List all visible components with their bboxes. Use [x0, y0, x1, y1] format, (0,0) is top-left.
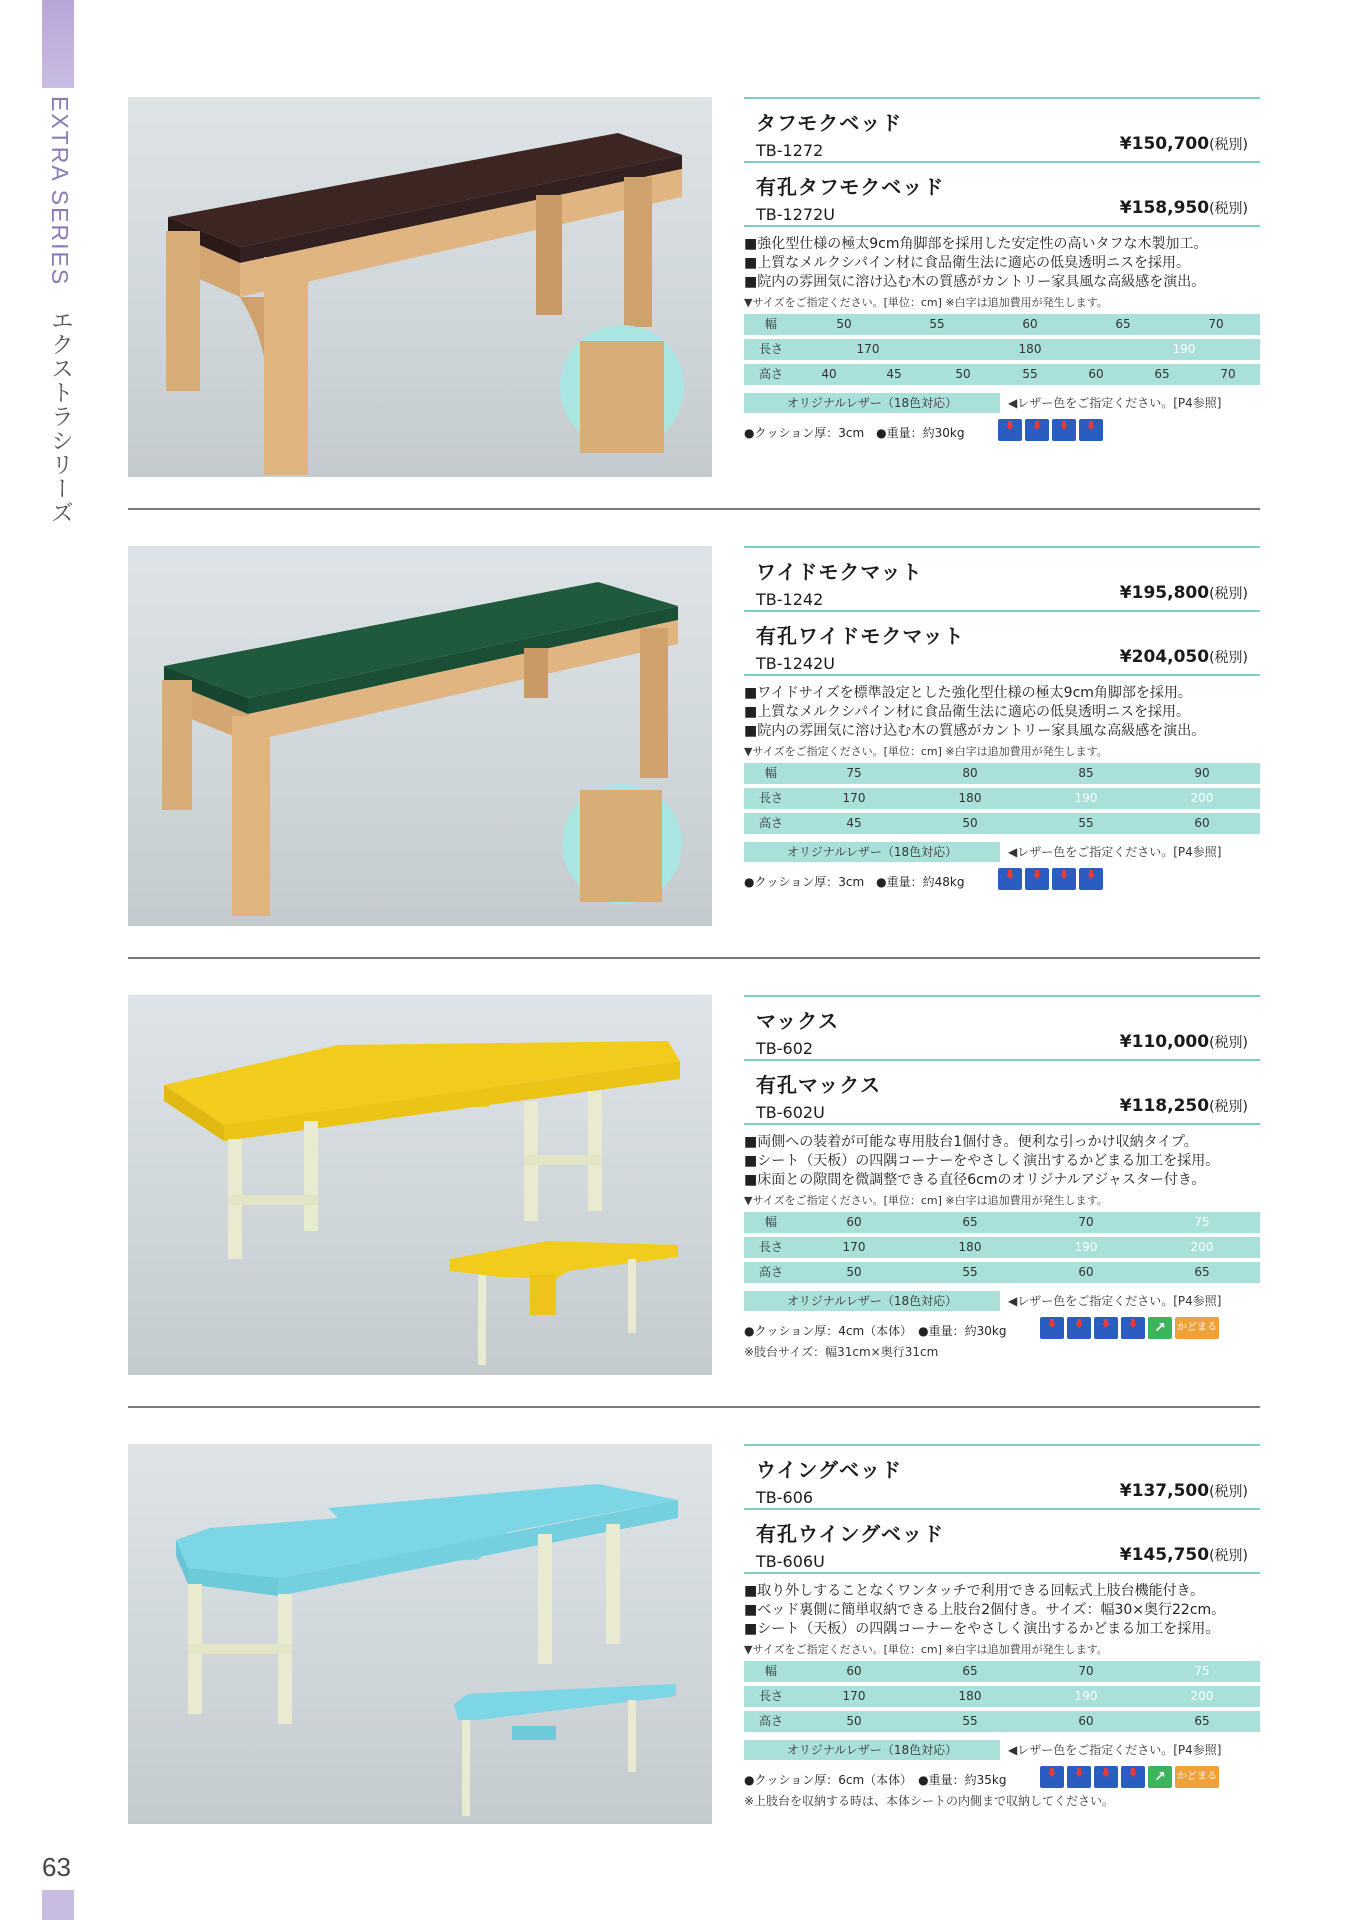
- section-divider: [128, 957, 1260, 959]
- leather-row: [744, 1291, 1260, 1311]
- size-value: 190: [1074, 1240, 1098, 1254]
- weight-resistance-icon: [1025, 868, 1049, 890]
- weight-resistance-icon: [998, 868, 1022, 890]
- size-value: 65: [1194, 1265, 1210, 1279]
- description-line: ■院内の雰囲気に溶け込む木の質感がカントリー家具風な高級感を演出。: [744, 723, 1206, 739]
- size-value: 85: [1078, 766, 1094, 780]
- product-name: 有孔タフモクベッド: [756, 175, 945, 199]
- product-name-row: [744, 997, 1260, 1059]
- size-value: 170: [842, 1240, 866, 1254]
- leather-badge: オリジナルレザー（18色対応）: [744, 1740, 1000, 1760]
- price-value: ¥195,800: [1119, 583, 1210, 603]
- description-line: ■シート（天板）の四隅コーナーをやさしく演出するかどまる加工を採用。: [744, 1621, 1220, 1637]
- size-label: 高さ: [758, 1265, 783, 1279]
- product-description: [744, 1125, 1260, 1190]
- weight-resistance-icon: [1052, 868, 1076, 890]
- product-code: TB-602U: [756, 1103, 825, 1122]
- size-row-width: [744, 1661, 1260, 1682]
- description-line: ■ベッド裏側に簡単収納できる上肢台2個付き。サイズ：幅30×奥行22cm。: [744, 1602, 1226, 1618]
- product-section-3: [128, 995, 1260, 1375]
- spec-row: [744, 419, 1260, 443]
- size-label: 高さ: [758, 367, 783, 381]
- size-value: 65: [1115, 317, 1131, 331]
- size-value: 50: [846, 1714, 862, 1728]
- size-row-width: [744, 1212, 1260, 1233]
- size-value: 80: [962, 766, 978, 780]
- product-code: TB-606U: [756, 1552, 825, 1571]
- size-value: 40: [821, 367, 837, 381]
- size-value: 60: [846, 1664, 862, 1678]
- description-line: ■上質なメルクシパイン材に食品衛生法に適応の低臭透明ニスを採用。: [744, 255, 1190, 271]
- series-label-en: EXTRA SERIES: [47, 96, 73, 287]
- product-price: [1120, 647, 1248, 667]
- price-value: ¥145,750: [1119, 1545, 1210, 1565]
- spec-text: ●クッション厚：4cm（本体） ●重量：約30kg: [744, 1324, 1007, 1338]
- sidebar-accent-bar-bottom: [42, 1890, 74, 1920]
- price-value: ¥150,700: [1119, 134, 1210, 154]
- price-value: ¥137,500: [1119, 1481, 1210, 1501]
- product-name: タフモクベッド: [756, 111, 903, 135]
- size-value: 180: [958, 791, 982, 805]
- product-code: TB-1242U: [756, 654, 835, 673]
- size-note: ▼サイズをご指定ください。[単位：cm] ※白字は追加費用が発生します。: [744, 1643, 1108, 1656]
- spec-text: ●クッション厚：3cm ●重量：約30kg: [744, 426, 965, 440]
- spec-row: [744, 868, 1260, 892]
- product-name-row: [744, 612, 1260, 674]
- product-name-row: [744, 1446, 1260, 1508]
- leather-badge: オリジナルレザー（18色対応）: [744, 393, 1000, 413]
- size-value: 190: [1074, 791, 1098, 805]
- size-value: 55: [962, 1265, 978, 1279]
- tax-label: (税別): [1209, 137, 1248, 153]
- weight-resistance-icon: [1052, 419, 1076, 441]
- size-label: 幅: [764, 317, 777, 331]
- size-label: 高さ: [758, 816, 783, 830]
- size-row-length: [744, 1686, 1260, 1707]
- size-row-length: [744, 1237, 1260, 1258]
- size-value: 170: [856, 342, 880, 356]
- price-value: ¥118,250: [1119, 1096, 1210, 1116]
- description-line: ■強化型仕様の極太9cm角脚部を採用した安定性の高いタフな木製加工。: [744, 236, 1208, 252]
- product-section-4: [128, 1444, 1260, 1824]
- product-price: [1120, 134, 1248, 154]
- weight-resistance-icon: [1094, 1766, 1118, 1788]
- sidebar-accent-bar: [42, 0, 74, 88]
- feature-icons: [1040, 1317, 1219, 1339]
- size-value: 50: [962, 816, 978, 830]
- weight-resistance-icon: [1025, 419, 1049, 441]
- size-value: 60: [1194, 816, 1210, 830]
- size-value: 45: [846, 816, 862, 830]
- size-value: 200: [1190, 1689, 1214, 1703]
- product-price: [1120, 1096, 1248, 1116]
- size-row-height: [744, 1711, 1260, 1732]
- page-number: 63: [42, 1852, 71, 1882]
- size-value: 180: [958, 1240, 982, 1254]
- weight-resistance-icon: [1040, 1766, 1064, 1788]
- leather-row: [744, 842, 1260, 862]
- spec-row: [744, 1317, 1260, 1341]
- product-code: TB-1272U: [756, 205, 835, 224]
- size-row-length: [744, 339, 1260, 360]
- size-row-height: [744, 1262, 1260, 1283]
- spec-row: [744, 1766, 1260, 1790]
- size-note: ▼サイズをご指定ください。[単位：cm] ※白字は追加費用が発生します。: [744, 745, 1108, 758]
- product-photo-wing: [128, 1444, 712, 1824]
- weight-resistance-icon: [1079, 419, 1103, 441]
- tax-label: (税別): [1209, 1035, 1248, 1051]
- size-value: 170: [842, 791, 866, 805]
- kadomaru-icon: かどまる: [1175, 1317, 1219, 1339]
- size-value: 60: [1088, 367, 1104, 381]
- size-value: 190: [1172, 342, 1196, 356]
- product-name: 有孔ウイングベッド: [756, 1522, 944, 1546]
- product-name-row: [744, 163, 1260, 225]
- product-name-row: [744, 99, 1260, 161]
- extra-note: ※肢台サイズ：幅31cm×奥行31cm: [744, 1345, 939, 1359]
- size-value: 55: [1078, 816, 1094, 830]
- product-info-3: [744, 995, 1260, 1360]
- weight-resistance-icon: [998, 419, 1022, 441]
- description-line: ■床面との隙間を微調整できる直径6cmのオリジナルアジャスター付き。: [744, 1172, 1206, 1188]
- leather-note: ◀レザー色をご指定ください。[P4参照]: [1008, 845, 1222, 859]
- product-name: 有孔ワイドモクマット: [756, 624, 965, 648]
- description-line: ■シート（天板）の四隅コーナーをやさしく演出するかどまる加工を採用。: [744, 1153, 1220, 1169]
- product-name: ワイドモクマット: [756, 560, 923, 584]
- leather-badge: オリジナルレザー（18色対応）: [744, 842, 1000, 862]
- weight-resistance-icon: [1121, 1766, 1145, 1788]
- product-section-2: [128, 546, 1260, 926]
- size-value: 65: [1194, 1714, 1210, 1728]
- size-value: 90: [1194, 766, 1210, 780]
- product-photo-wide-moku: [128, 546, 712, 926]
- size-value: 190: [1074, 1689, 1098, 1703]
- product-info-1: [744, 97, 1260, 443]
- size-value: 60: [846, 1215, 862, 1229]
- product-info-4: [744, 1444, 1260, 1809]
- spec-text: ●クッション厚：3cm ●重量：約48kg: [744, 875, 965, 889]
- leather-note: ◀レザー色をご指定ください。[P4参照]: [1008, 1743, 1222, 1757]
- size-value: 60: [1078, 1714, 1094, 1728]
- size-note: ▼サイズをご指定ください。[単位：cm] ※白字は追加費用が発生します。: [744, 296, 1108, 309]
- size-row-height: [744, 364, 1260, 385]
- size-value: 70: [1220, 367, 1236, 381]
- product-name-row: [744, 1061, 1260, 1123]
- size-value: 70: [1208, 317, 1224, 331]
- product-description: [744, 676, 1260, 741]
- product-price: [1120, 583, 1248, 603]
- size-value: 180: [1018, 342, 1042, 356]
- tax-label: (税別): [1209, 1484, 1248, 1500]
- size-value: 60: [1078, 1265, 1094, 1279]
- size-label: 幅: [764, 766, 777, 780]
- size-value: 60: [1022, 317, 1038, 331]
- size-value: 75: [1194, 1215, 1210, 1229]
- price-value: ¥204,050: [1119, 647, 1210, 667]
- tax-label: (税別): [1209, 201, 1248, 217]
- product-photo-tough-moku: [128, 97, 712, 477]
- tax-label: (税別): [1209, 1099, 1248, 1115]
- weight-resistance-icon: [1067, 1766, 1091, 1788]
- series-label: [44, 96, 77, 524]
- section-divider: [128, 508, 1260, 510]
- product-price: [1120, 1481, 1248, 1501]
- product-photo-max: [128, 995, 712, 1375]
- size-value: 55: [962, 1714, 978, 1728]
- section-divider: [128, 1406, 1260, 1408]
- size-value: 70: [1078, 1664, 1094, 1678]
- size-value: 45: [886, 367, 902, 381]
- product-price: [1120, 1545, 1248, 1565]
- size-label: 高さ: [758, 1714, 783, 1728]
- product-description: [744, 1574, 1260, 1639]
- size-value: 170: [842, 1689, 866, 1703]
- adjuster-icon: ↗: [1148, 1766, 1172, 1788]
- size-label: 長さ: [758, 1240, 783, 1254]
- product-name-row: [744, 1510, 1260, 1572]
- product-name-row: [744, 548, 1260, 610]
- weight-resistance-icon: [1067, 1317, 1091, 1339]
- size-label: 長さ: [758, 1689, 783, 1703]
- product-code: TB-1242: [756, 590, 824, 609]
- feature-icons: [998, 868, 1103, 890]
- adjuster-icon: ↗: [1148, 1317, 1172, 1339]
- leather-badge: オリジナルレザー（18色対応）: [744, 1291, 1000, 1311]
- size-label: 長さ: [758, 342, 783, 356]
- leather-note: ◀レザー色をご指定ください。[P4参照]: [1008, 396, 1222, 410]
- size-row-width: [744, 314, 1260, 335]
- extra-note: ※上肢台を収納する時は、本体シートの内側まで収納してください。: [744, 1794, 1115, 1808]
- product-section-1: [128, 97, 1260, 477]
- weight-resistance-icon: [1094, 1317, 1118, 1339]
- size-row-length: [744, 788, 1260, 809]
- product-price: [1120, 1032, 1248, 1052]
- kadomaru-icon: かどまる: [1175, 1766, 1219, 1788]
- price-value: ¥158,950: [1119, 198, 1210, 218]
- description-line: ■ワイドサイズを標準設定とした強化型仕様の極太9cm角脚部を採用。: [744, 685, 1192, 701]
- tax-label: (税別): [1209, 650, 1248, 666]
- series-label-jp: エクストラシリーズ: [47, 308, 73, 525]
- size-value: 50: [955, 367, 971, 381]
- size-row-width: [744, 763, 1260, 784]
- description-line: ■取り外しすることなくワンタッチで利用できる回転式上肢台機能付き。: [744, 1583, 1205, 1599]
- size-value: 65: [962, 1664, 978, 1678]
- feature-icons: [998, 419, 1103, 441]
- weight-resistance-icon: [1121, 1317, 1145, 1339]
- leather-note: ◀レザー色をご指定ください。[P4参照]: [1008, 1294, 1222, 1308]
- size-value: 200: [1190, 1240, 1214, 1254]
- size-value: 50: [846, 1265, 862, 1279]
- size-value: 50: [836, 317, 852, 331]
- product-info-2: [744, 546, 1260, 892]
- product-description: [744, 227, 1260, 292]
- size-row-height: [744, 813, 1260, 834]
- tax-label: (税別): [1209, 1548, 1248, 1564]
- weight-resistance-icon: [1079, 868, 1103, 890]
- size-value: 55: [1022, 367, 1038, 381]
- size-value: 65: [1154, 367, 1170, 381]
- size-label: 幅: [764, 1664, 777, 1678]
- size-label: 長さ: [758, 791, 783, 805]
- size-value: 65: [962, 1215, 978, 1229]
- product-code: TB-602: [756, 1039, 814, 1058]
- tax-label: (税別): [1209, 586, 1248, 602]
- leather-row: [744, 393, 1260, 413]
- size-value: 70: [1078, 1215, 1094, 1229]
- size-value: 55: [929, 317, 945, 331]
- size-label: 幅: [764, 1215, 777, 1229]
- leather-row: [744, 1740, 1260, 1760]
- product-name: ウイングベッド: [756, 1458, 902, 1482]
- product-name: マックス: [756, 1009, 839, 1033]
- size-value: 200: [1190, 791, 1214, 805]
- size-note: ▼サイズをご指定ください。[単位：cm] ※白字は追加費用が発生します。: [744, 1194, 1108, 1207]
- description-line: ■上質なメルクシパイン材に食品衛生法に適応の低臭透明ニスを採用。: [744, 704, 1190, 720]
- description-line: ■両側への装着が可能な専用肢台1個付き。便利な引っかけ収納タイプ。: [744, 1134, 1198, 1150]
- product-name: 有孔マックス: [756, 1073, 881, 1097]
- spec-text: ●クッション厚：6cm（本体） ●重量：約35kg: [744, 1773, 1007, 1787]
- product-code: TB-1272: [756, 141, 824, 160]
- description-line: ■院内の雰囲気に溶け込む木の質感がカントリー家具風な高級感を演出。: [744, 274, 1206, 290]
- size-value: 75: [1194, 1664, 1210, 1678]
- product-code: TB-606: [756, 1488, 814, 1507]
- weight-resistance-icon: [1040, 1317, 1064, 1339]
- feature-icons: [1040, 1766, 1219, 1788]
- product-price: [1120, 198, 1248, 218]
- price-value: ¥110,000: [1119, 1032, 1210, 1052]
- size-value: 75: [846, 766, 862, 780]
- size-value: 180: [958, 1689, 982, 1703]
